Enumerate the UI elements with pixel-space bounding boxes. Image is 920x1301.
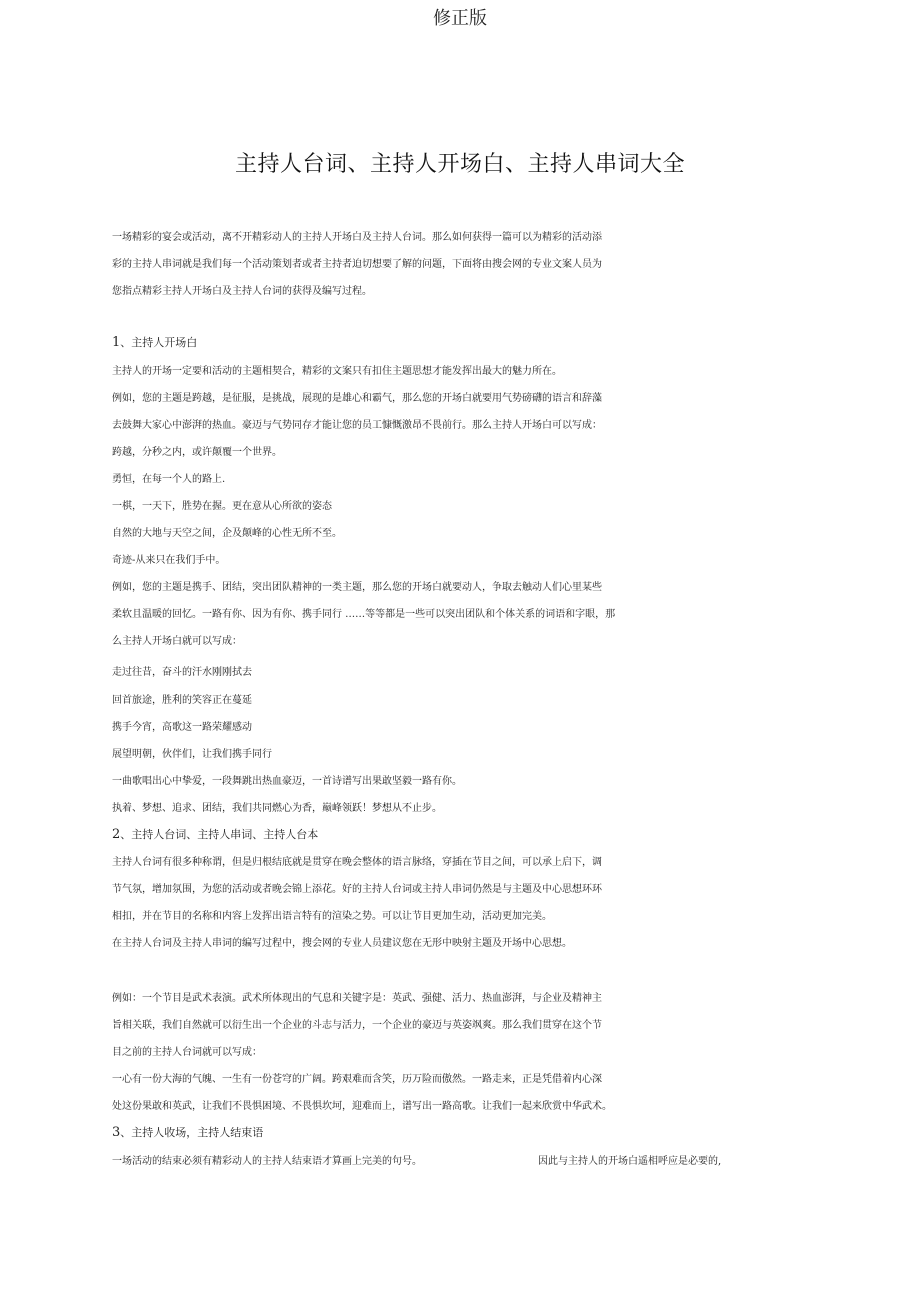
section-number: 1 bbox=[112, 335, 121, 350]
text-line: 主持人的开场一定要和活动的主题相契合，精彩的文案只有扣住主题思想才能发挥出最大的魅力所在。 bbox=[112, 366, 562, 377]
text-line: 目之前的主持人台词就可以写成： bbox=[112, 1047, 262, 1058]
text-line: 在主持人台词及主持人串词的编写过程中，搜会网的专业人员建议您在无形中映射主题及开场中心思想。 bbox=[112, 938, 572, 949]
section-heading-2 bbox=[112, 828, 318, 842]
text-line: 彩的主持人串词就是我们每一个活动策划者或者主持者迫切想要了解的问题，下面将由搜会网的专业文案人员为 bbox=[112, 259, 602, 270]
text-line: 一场精彩的宴会或活动，离不开精彩动人的主持人开场白及主持人台词。那么如何获得一篇可以为精彩的活动添 bbox=[112, 232, 602, 243]
page-header: 修正版 bbox=[433, 8, 487, 29]
section-label: 、主持人收场，主持人结束语 bbox=[120, 1126, 264, 1139]
text-line: 一场活动的结束必须有精彩动人的主持人结束语才算画上完美的句号。 bbox=[112, 1156, 422, 1167]
text-line: 走过往昔，奋斗的汗水刚刚拭去 bbox=[112, 667, 252, 678]
text-line: 旨相关联，我们自然就可以衍生出一个企业的斗志与活力，一个企业的豪迈与英姿飒爽。那么我们贯穿在这个节 bbox=[112, 1020, 602, 1031]
section-number: 3 bbox=[112, 1125, 121, 1140]
text-line: 例如，您的主题是携手、团结，突出团队精神的一类主题，那么您的开场白就要动人，争取去触动人们心里某些 bbox=[112, 582, 602, 593]
text-line: 一棋，一天下，胜势在握。更在意从心所欲的姿态 bbox=[112, 501, 332, 512]
text-line: 一心有一份大海的气魄、一生有一份苍穹的广阔。跨艰难而含笑，历万险而傲然。一路走来，正是凭借着内心深 bbox=[112, 1074, 602, 1085]
text-line: 您指点精彩主持人开场白及主持人台词的获得及编写过程。 bbox=[112, 286, 372, 297]
section-heading-1 bbox=[112, 336, 197, 350]
text-line: 展望明朝，伙伴们，让我们携手同行 bbox=[112, 749, 272, 760]
text-line: 么主持人开场白就可以写成： bbox=[112, 636, 242, 647]
text-line: 相扣，并在节目的名称和内容上发挥出语言特有的渲染之势。可以让节目更加生动，活动更加完美。 bbox=[112, 911, 552, 922]
text-line: 节气氛，增加氛围，为您的活动或者晚会锦上添花。好的主持人台词或主持人串词仍然是与主题及中心思想环环 bbox=[112, 884, 602, 895]
text-line: 例如：一个节目是武术表演。武术所体现出的气息和关键字是：英武、强健、活力、热血澎湃，与企业及精神主 bbox=[112, 993, 602, 1004]
section-heading-3 bbox=[112, 1126, 263, 1140]
text-line: 例如，您的主题是跨越，是征服，是挑战，展现的是雄心和霸气，那么您的开场白就要用气势磅礴的语言和辞藻 bbox=[112, 393, 602, 404]
text-line: 一曲歌唱出心中挚爱，一段舞跳出热血豪迈，一首诗谱写出果敢坚毅一路有你。 bbox=[112, 776, 462, 787]
text-line: 处这份果敢和英武，让我们不畏惧困境、不畏惧坎坷，迎难而上，谱写出一路高歌。让我们一起来欣赏中华武术。 bbox=[112, 1101, 612, 1112]
section-label: 、主持人开场白 bbox=[120, 336, 198, 349]
text-line: 奇迹-从来只在我们手中。 bbox=[112, 555, 226, 566]
text-line: 柔软且温暖的回忆。一路有你、因为有你、携手同行 ……等等都是一些可以突出团队和个体关系的词语和字眼，那 bbox=[112, 609, 616, 620]
text-line: 携手今宵，高歌这一路荣耀感动 bbox=[112, 722, 252, 733]
document-title: 主持人台词、主持人开场白、主持人串词大全 bbox=[234, 152, 685, 177]
text-line-tail: 因此与主持人的开场白遥相呼应是必要的, bbox=[538, 1156, 722, 1167]
text-line: 执着、梦想、追求、团结，我们共同燃心为香，巅峰领跃！梦想从不止步。 bbox=[112, 803, 442, 814]
section-number: 2 bbox=[112, 827, 121, 842]
text-line: 自然的大地与天空之间，企及颠峰的心性无所不至。 bbox=[112, 528, 342, 539]
section-label: 、主持人台词、主持人串词、主持人台本 bbox=[120, 828, 319, 841]
text-line: 勇恒，在每一个人的路上. bbox=[112, 474, 226, 485]
text-line: 去鼓舞大家心中澎湃的热血。豪迈与气势同存才能让您的员工慷慨激昂不畏前行。那么主持人开场白可以写成： bbox=[112, 420, 602, 431]
text-line: 主持人台词有很多种称谓，但是归根结底就是贯穿在晚会整体的语言脉络，穿插在节目之间，可以承上启下，调 bbox=[112, 857, 602, 868]
text-line: 跨越，分秒之内，或许颠覆一个世界。 bbox=[112, 447, 282, 458]
text-line: 回首旅途，胜利的笑容正在蔓延 bbox=[112, 695, 252, 706]
